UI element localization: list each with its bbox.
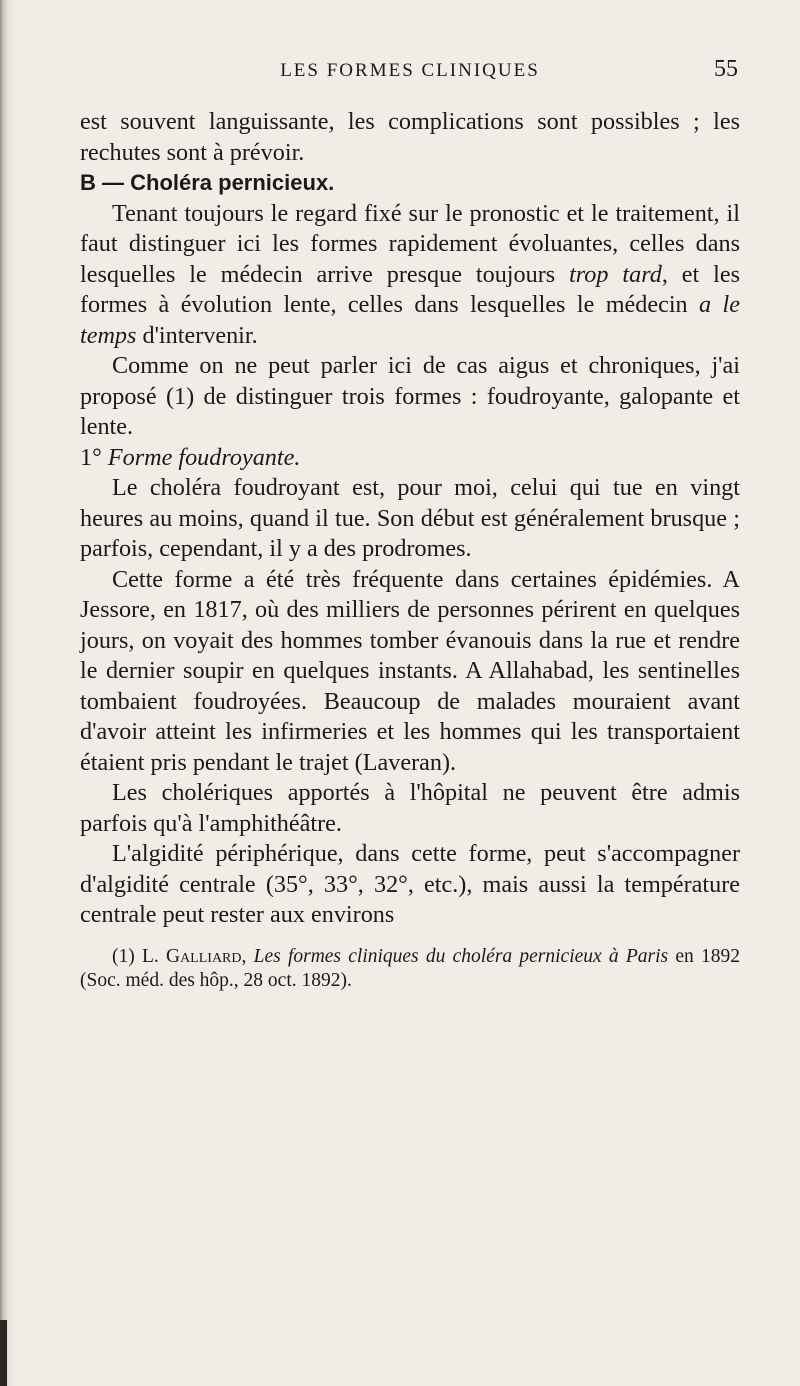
paragraph-epidemies: Cette forme a été très fréquente dans certaines épidémies. A Jessore, en 1817, où des milliers de personnes périrent en quelques jours, on voyait des hommes tomber évanouis dans la rue et rendre le dernier soupir en quelques instants. A Allahabad, les sentinelles tombaient foudroyées. Beaucoup de malades mouraient avant d'avoir atteint les infirmeries et les hommes qui les transportaient étaient pris pendant le trajet (Laveran). <box>80 565 740 776</box>
text-run: d'intervenir. <box>136 321 258 349</box>
emphasis-a-le-temps: a le temps <box>80 291 740 349</box>
footnote-author: Galliard <box>165 945 242 967</box>
footnote <box>80 945 740 993</box>
paragraph-trois-formes: Comme on ne peut parler ici de cas aigus et chroniques, j'ai proposé (1) de distinguer trois formes : foudroyante, galopante et lente. <box>80 352 740 440</box>
paragraph-continuation: est souvent languissante, les complications sont possibles ; les rechutes sont à prévoir. <box>80 108 740 166</box>
subsection-number: 1° <box>80 443 102 471</box>
footnote-marker: (1) L. <box>112 945 166 967</box>
running-head <box>80 56 740 86</box>
footnote-rest: en 1892 (Soc. méd. des hôp., 28 oct. 1892). <box>80 945 741 991</box>
page-number: 55 <box>714 56 738 82</box>
subsection-title <box>80 443 740 474</box>
paragraph-hopital: Les cholériques apportés à l'hôpital ne peuvent être admis parfois qu'à l'amphithéâtre. <box>80 779 740 837</box>
text-run: Tenant toujours le regard fixé sur le pronostic et le traitement, il faut distinguer ici les formes rapidement évoluantes, celles dans lesquelles le médecin arrive presque toujours <box>80 199 740 288</box>
subsection-label: Forme foudroyante. <box>107 443 301 471</box>
binding-mark <box>0 1320 7 1386</box>
section-title: B — Choléra pernicieux. <box>80 170 335 195</box>
page-body <box>80 107 740 993</box>
paragraph-foudroyant: Le choléra foudroyant est, pour moi, celui qui tue en vingt heures au moins, quand il tue. Son début est généralement brusque ; parfois, cependant, il y a des prodromes. <box>80 474 740 562</box>
running-title: LES FORMES CLINIQUES <box>280 60 540 81</box>
text-run: , et les formes à évolution lente, celles dans lesquelles le médecin <box>80 260 740 318</box>
page-edge-shadow <box>0 0 14 1386</box>
paragraph-algidite: L'algidité périphérique, dans cette forme, peut s'accompagner d'algidité centrale (35°, 33°, 32°, etc.), mais aussi la température centrale peut rester aux environs <box>80 840 740 928</box>
footnote-sep: , <box>241 945 254 967</box>
footnote-title: Les formes cliniques du choléra pernicieux à Paris <box>253 945 669 967</box>
emphasis-trop-tard: trop tard <box>569 260 662 288</box>
paragraph-pronostic <box>80 199 740 352</box>
